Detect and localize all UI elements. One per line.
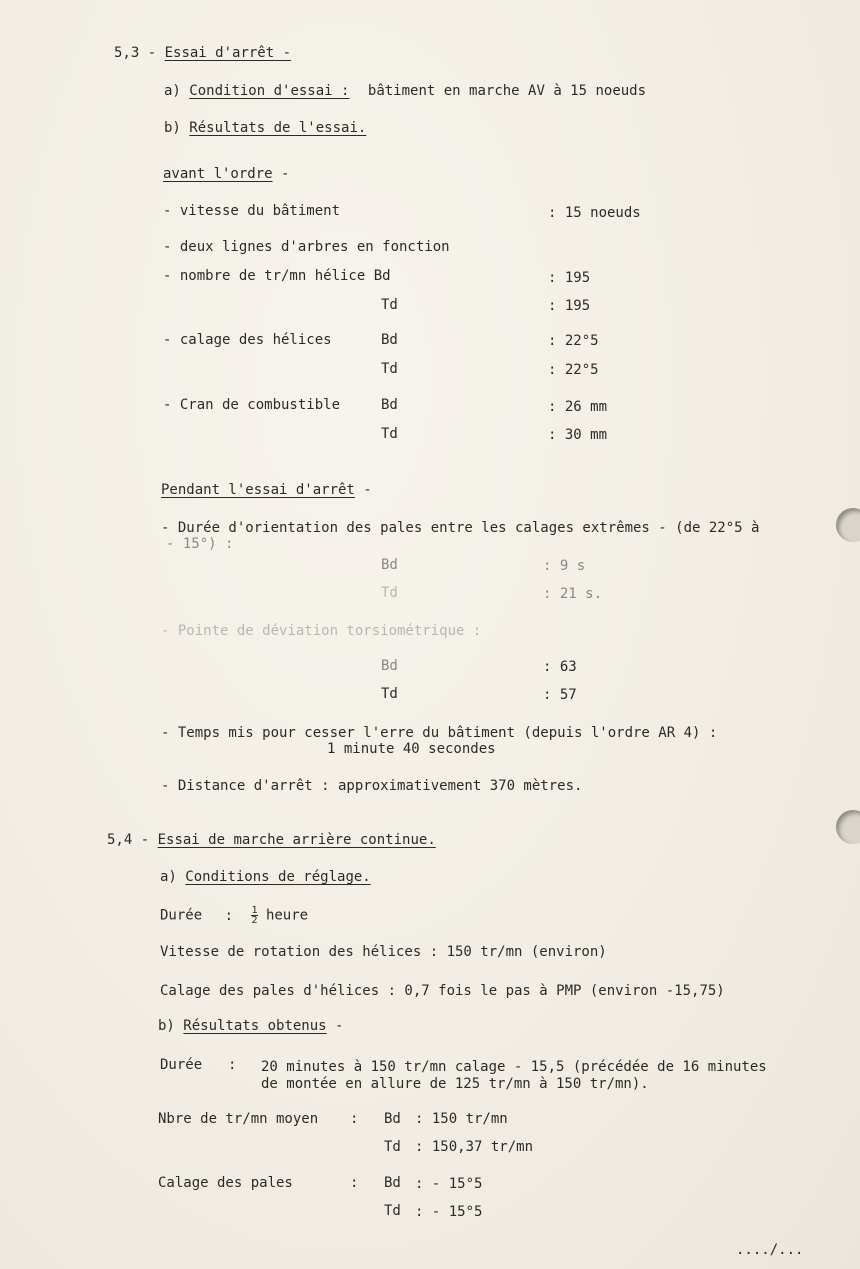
row-calage-td-sub: Td [381,361,398,377]
vitesse-rotation-line: Vitesse de rotation des hélices : 150 tr/mn (environ) [160,944,607,960]
punch-hole-top [836,508,860,542]
nbre-bd-value: : 150 tr/mn [415,1111,508,1127]
condition-text: bâtiment en marche AV à 15 noeuds [367,83,647,99]
section-5-3-heading [114,44,291,62]
orientation-bd-sub: Bd [381,557,398,573]
nbre-td-sub: Td [384,1139,401,1155]
res-duree-line-1: 20 minutes à 150 tr/mn calage - 15,5 (précédée de 16 minutes [261,1059,767,1075]
row-tours-td-sub: Td [381,297,398,313]
row-calage-bd-sub: Bd [381,332,398,348]
distance-line: - Distance d'arrêt : approximativement 370 mètres. [161,778,583,794]
section-title: Essai d'arrêt - [164,45,292,61]
calpales-sep: : [350,1175,359,1191]
punch-hole-bottom [836,810,860,844]
condition-line [164,82,646,100]
section-title: Essai de marche arrière continue. [157,832,436,848]
row-cran-label: - Cran de combustible [163,397,341,413]
page-continuation-footer: ..../... [736,1242,804,1258]
orientation-line-1: - Durée d'orientation des pales entre les calages extrêmes - (de 22°5 à [161,520,760,536]
fraction-numerator: 1 [251,905,258,916]
temps-line-1: - Temps mis pour cesser l'erre du bâtiment (depuis l'ordre AR 4) : [161,725,718,741]
row-calage-bd-value: : 22°5 [548,333,599,349]
section-5-4-heading [107,831,436,849]
resultats-obtenus-line [158,1017,343,1035]
before-order-dash: - [272,166,290,182]
orientation-td-sub: Td [381,585,398,601]
temps-line-2: 1 minute 40 secondes [327,741,496,757]
during-test-dash: - [354,482,372,498]
pointe-bd-value: : 63 [543,659,577,675]
pointe-td-sub: Td [381,686,398,702]
reglage-title: Conditions de réglage. [185,869,371,885]
row-cran-td-sub: Td [381,426,398,442]
item-label-a: a) [164,83,190,99]
duree-fraction [251,906,257,925]
calage-pales-helices-line: Calage des pales d'hélices : 0,7 fois le pas à PMP (environ -15,75) [160,983,725,999]
reglage-line [160,868,371,886]
row-calage-label: - calage des hélices [163,332,332,348]
item-label-b: b) [158,1018,184,1034]
orientation-line-2: - 15°) : [166,536,234,552]
duree-line [160,906,308,925]
nbre-td-value: : 150,37 tr/mn [415,1139,534,1155]
row-tours-label: - nombre de tr/mn hélice Bd [163,268,391,284]
results-line [164,119,366,137]
nbre-bd-sub: Bd [384,1111,401,1127]
res-duree-label: Durée [160,1057,203,1073]
row-cran-bd-sub: Bd [381,397,398,413]
orientation-bd-value: : 9 s [543,558,586,574]
row-cran-bd-value: : 26 mm [548,399,608,415]
duree-value: heure [265,907,309,924]
calpales-bd-value: : - 15°5 [415,1176,483,1192]
row-calage-td-value: : 22°5 [548,362,599,378]
pointe-bd-sub: Bd [381,658,398,674]
row-cran-td-value: : 30 mm [548,427,608,443]
nbre-label: Nbre de tr/mn moyen [158,1111,319,1127]
during-test-heading [161,481,372,499]
resultats-obtenus-title: Résultats obtenus [183,1018,327,1034]
row-tours-td-value: : 195 [548,298,591,314]
row-vitesse-value: : 15 noeuds [548,205,641,221]
before-order-title: avant l'ordre [163,166,273,182]
calpales-td-sub: Td [384,1203,401,1219]
calpales-bd-sub: Bd [384,1175,401,1191]
pointe-td-value: : 57 [543,687,577,703]
res-duree-line-2: de montée en allure de 125 tr/mn à 150 tr/mn). [261,1076,649,1092]
section-number: 5,4 - [107,832,150,848]
res-duree-sep: : [228,1057,237,1073]
section-number: 5,3 - [114,45,157,61]
condition-title: Condition d'essai : [189,83,350,99]
results-title: Résultats de l'essai. [189,120,367,136]
row-tours-bd-value: : 195 [548,270,591,286]
calpales-td-value: : - 15°5 [415,1204,483,1220]
during-test-title: Pendant l'essai d'arrêt [161,482,355,498]
calpales-label: Calage des pales [158,1175,293,1191]
duree-sep: : [224,907,234,924]
row-lignes-label: - deux lignes d'arbres en fonction [163,239,450,255]
item-label-a: a) [160,869,186,885]
fraction-denominator: 2 [251,915,258,926]
before-order-heading [163,165,289,183]
orientation-td-value: : 21 s. [543,586,603,602]
row-vitesse-label: - vitesse du bâtiment [163,203,341,219]
item-label-b: b) [164,120,190,136]
nbre-sep: : [350,1111,359,1127]
pointe-line: - Pointe de déviation torsiométrique : [161,623,482,639]
resultats-obtenus-dash: - [326,1018,344,1034]
duree-label: Durée [160,907,203,924]
